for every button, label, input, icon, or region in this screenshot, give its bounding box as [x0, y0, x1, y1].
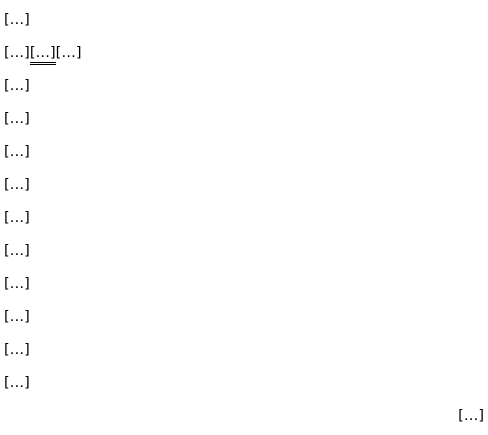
line-text: […] — [4, 12, 30, 28]
article-line-6 — [4, 169, 484, 202]
article-line-5 — [4, 136, 484, 169]
article-line-8 — [4, 235, 484, 268]
article-line-1 — [4, 4, 484, 37]
line-text: […] — [4, 375, 30, 391]
article-line-4 — [4, 103, 484, 136]
line-text: […] — [4, 210, 30, 226]
line-text: […] — [4, 177, 30, 193]
line-text: […] — [4, 276, 30, 292]
line-text: […] — [4, 144, 30, 160]
line-text: […] — [4, 342, 30, 358]
line-text: […] — [458, 408, 484, 424]
line-text: […] — [4, 309, 30, 325]
article-line-10 — [4, 301, 484, 334]
article-line-9 — [4, 268, 484, 301]
article-line-7 — [4, 202, 484, 235]
article-line-13 — [4, 400, 484, 433]
line-text: […] — [55, 45, 82, 61]
article-line-11 — [4, 334, 484, 367]
article-line-12 — [4, 367, 484, 400]
article-line-2 — [4, 37, 484, 70]
line-text: […] — [4, 78, 30, 94]
line-text: […] — [4, 243, 30, 259]
line-text: […] — [4, 45, 30, 61]
article-line-3 — [4, 70, 484, 103]
underlined-phrase: […] — [30, 45, 56, 65]
line-text: […] — [4, 111, 30, 127]
